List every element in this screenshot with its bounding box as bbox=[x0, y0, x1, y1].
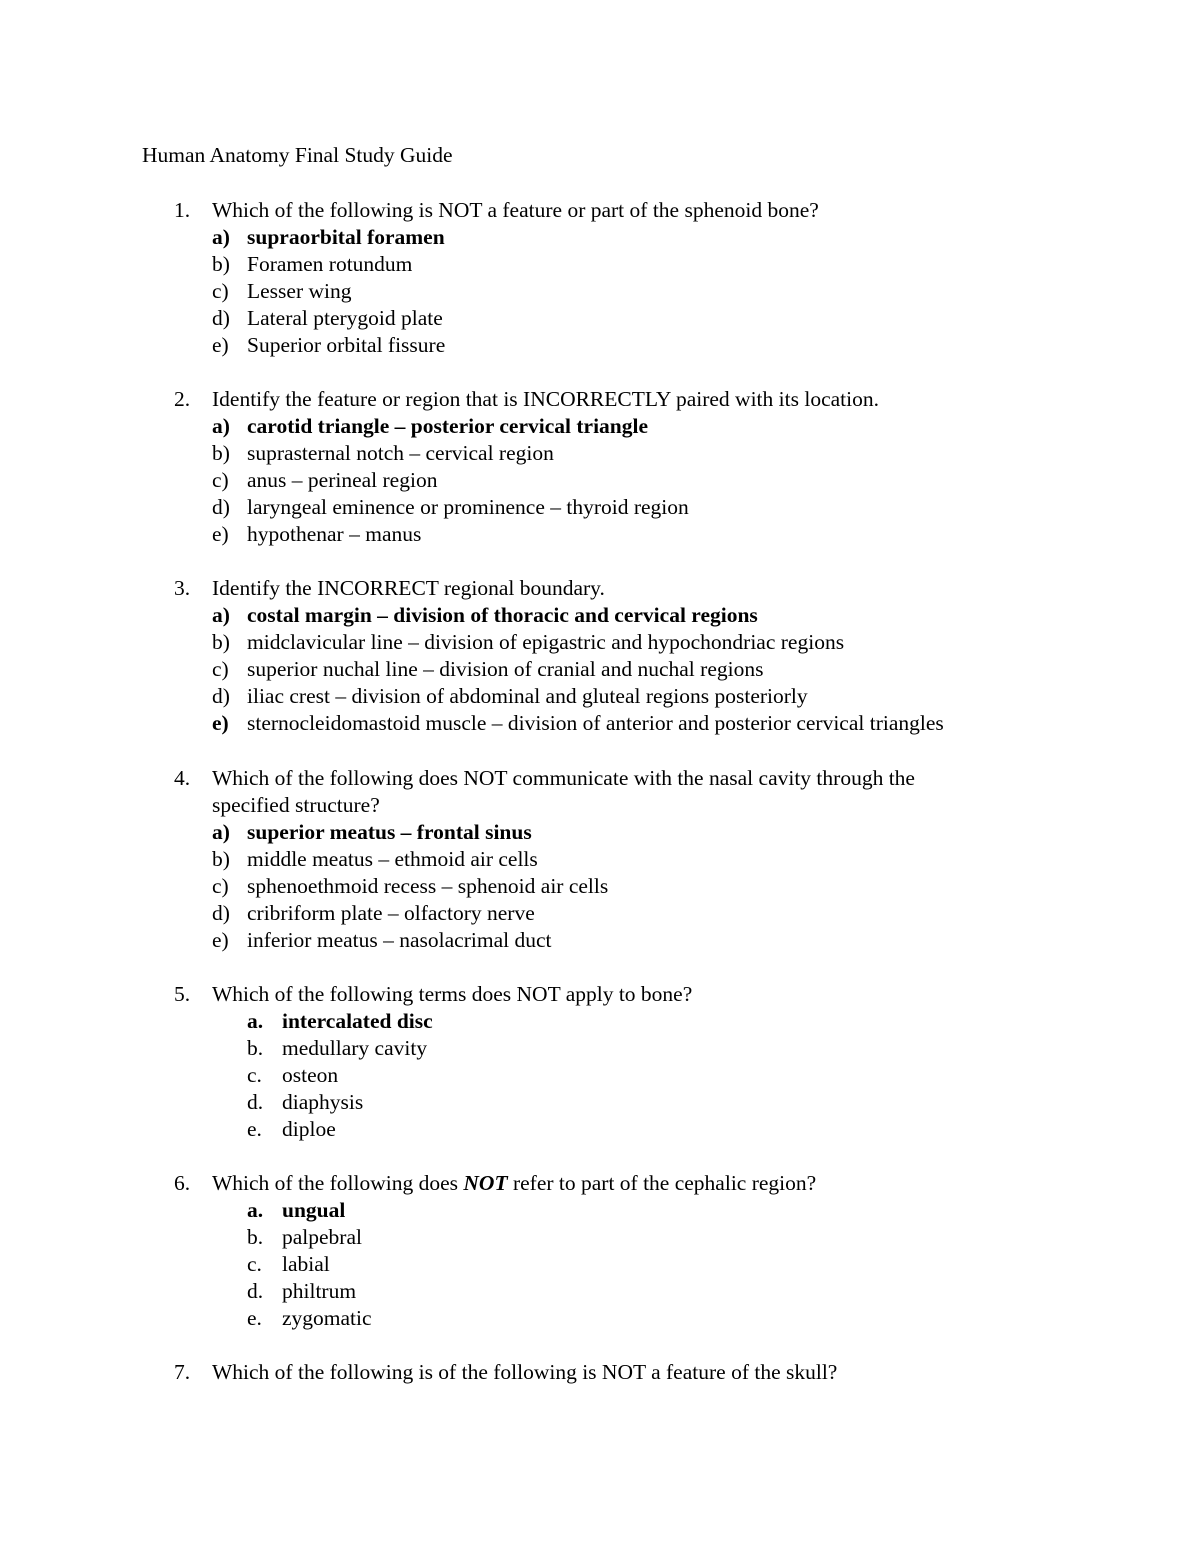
question-text-line-1: Which of the following does NOT communicate with the nasal cavity through the bbox=[212, 766, 915, 790]
option-d: d. diaphysis bbox=[247, 1090, 364, 1114]
option-b: b) Foramen rotundum bbox=[212, 252, 413, 276]
option-list bbox=[174, 1008, 1054, 1143]
option-b: b) suprasternal notch – cervical region bbox=[212, 441, 554, 465]
question-number: 6. bbox=[174, 1171, 191, 1195]
option-c: c) anus – perineal region bbox=[212, 468, 438, 492]
question-text: Which of the following does NOT refer to part of the cephalic region? bbox=[212, 1171, 817, 1195]
option-list bbox=[174, 602, 1054, 737]
question-1 bbox=[174, 197, 1054, 359]
option-a-answer: a) superior meatus – frontal sinus bbox=[212, 820, 532, 844]
option-e: e) Superior orbital fissure bbox=[212, 333, 446, 357]
question-number: 1. bbox=[174, 198, 191, 222]
option-b: b. medullary cavity bbox=[247, 1036, 428, 1060]
option-c: c. osteon bbox=[247, 1063, 339, 1087]
question-text: Identify the feature or region that is INCORRECTLY paired with its location. bbox=[212, 387, 879, 411]
question-text: Which of the following terms does NOT apply to bone? bbox=[212, 982, 693, 1006]
question-2 bbox=[174, 386, 1054, 548]
emphasis-not: NOT bbox=[463, 1171, 508, 1195]
option-d: d) Lateral pterygoid plate bbox=[212, 306, 443, 330]
question-text: Which of the following is NOT a feature or part of the sphenoid bone? bbox=[212, 198, 819, 222]
option-e: e. diploe bbox=[247, 1117, 336, 1141]
option-d: d) iliac crest – division of abdominal and gluteal regions posteriorly bbox=[212, 684, 808, 708]
option-d: d) laryngeal eminence or prominence – thyroid region bbox=[212, 495, 689, 519]
question-text: Identify the INCORRECT regional boundary. bbox=[212, 576, 605, 600]
option-c: c. labial bbox=[247, 1252, 330, 1276]
question-text: Which of the following is of the following is NOT a feature of the skull? bbox=[212, 1360, 838, 1384]
question-3 bbox=[174, 575, 1054, 737]
question-number: 7. bbox=[174, 1360, 191, 1384]
question-number: 3. bbox=[174, 576, 191, 600]
question-text-line-2: specified structure? bbox=[212, 793, 380, 817]
option-list bbox=[174, 224, 1054, 359]
question-5 bbox=[174, 981, 1054, 1143]
option-b: b) middle meatus – ethmoid air cells bbox=[212, 847, 538, 871]
option-a-answer: a) carotid triangle – posterior cervical triangle bbox=[212, 414, 649, 438]
option-c: c) Lesser wing bbox=[212, 279, 352, 303]
option-a-answer: a) costal margin – division of thoracic and cervical regions bbox=[212, 603, 758, 627]
option-a-answer: a) supraorbital foramen bbox=[212, 225, 445, 249]
option-c: c) superior nuchal line – division of cranial and nuchal regions bbox=[212, 657, 764, 681]
option-e: e) hypothenar – manus bbox=[212, 522, 422, 546]
question-4 bbox=[174, 765, 1054, 954]
question-6 bbox=[174, 1170, 1054, 1332]
document-title: Human Anatomy Final Study Guide bbox=[142, 143, 453, 167]
option-a-answer: a. ungual bbox=[247, 1198, 346, 1222]
option-e: e) inferior meatus – nasolacrimal duct bbox=[212, 928, 552, 952]
option-d: d. philtrum bbox=[247, 1279, 357, 1303]
option-e: e) sternocleidomastoid muscle – division of anterior and posterior cervical triangles bbox=[212, 711, 944, 735]
option-e: e. zygomatic bbox=[247, 1306, 372, 1330]
option-list bbox=[174, 413, 1054, 548]
option-list bbox=[174, 819, 1054, 954]
question-number: 2. bbox=[174, 387, 191, 411]
option-d: d) cribriform plate – olfactory nerve bbox=[212, 901, 535, 925]
question-number: 5. bbox=[174, 982, 191, 1006]
option-b: b. palpebral bbox=[247, 1225, 362, 1249]
question-7 bbox=[174, 1359, 1054, 1386]
question-number: 4. bbox=[174, 766, 191, 790]
option-b: b) midclavicular line – division of epigastric and hypochondriac regions bbox=[212, 630, 845, 654]
option-c: c) sphenoethmoid recess – sphenoid air cells bbox=[212, 874, 609, 898]
option-a-answer: a. intercalated disc bbox=[247, 1009, 433, 1033]
option-list bbox=[174, 1197, 1054, 1332]
